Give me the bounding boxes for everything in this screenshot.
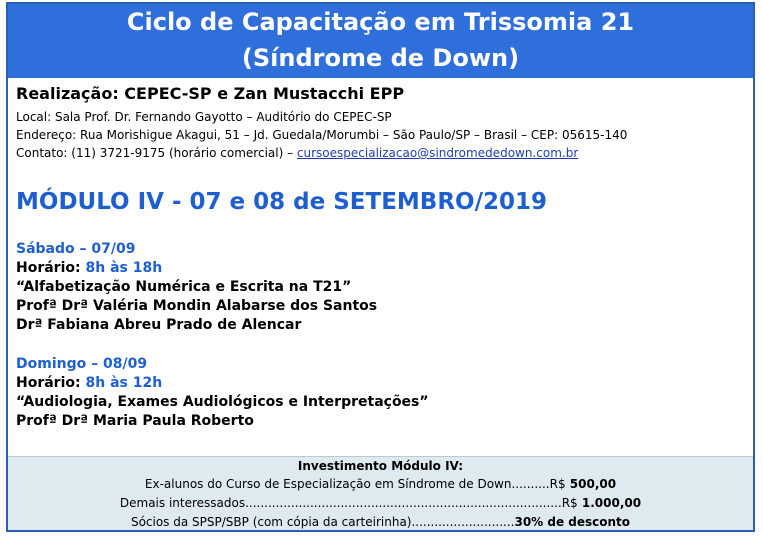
saturday-schedule <box>16 260 162 276</box>
price-row <box>8 496 753 510</box>
flyer <box>6 2 755 532</box>
price-amount: 1.000,00 <box>577 496 642 510</box>
organizer-heading: Realização: CEPEC-SP e Zan Mustacchi EPP <box>16 84 405 103</box>
email-link[interactable]: cursoespecializacao@sindromededown.com.br <box>296 146 579 160</box>
contact-line <box>16 146 578 160</box>
saturday-topic: “Alfabetização Numérica e Escrita na T21” <box>16 279 352 295</box>
investment-box <box>8 456 753 530</box>
page-subtitle: (Síndrome de Down) <box>241 44 520 72</box>
saturday-speaker-1: Profª Drª Valéria Mondin Alabarse dos Santos <box>16 298 378 314</box>
saturday-speaker-2: Drª Fabiana Abreu Prado de Alencar <box>16 317 302 333</box>
page-title: Ciclo de Capacitação em Trissomia 21 <box>126 8 635 36</box>
address-line: Endereço: Rua Morishigue Akagui, 51 – Jd. Guedala/Morumbi – São Paulo/SP – Brasil – CEP: 05615-140 <box>16 128 628 142</box>
sunday-topic: “Audiologia, Exames Audiológicos e Interpretações” <box>16 394 429 410</box>
schedule-label: Horário: <box>16 375 86 391</box>
investment-title: Investimento Módulo IV: <box>297 459 464 473</box>
location-line: Local: Sala Prof. Dr. Fernando Gayotto – Auditório do CEPEC-SP <box>16 110 392 124</box>
price-label: Demais interessados...................................................................................R$ <box>119 496 578 510</box>
price-amount: 30% de desconto <box>514 515 631 529</box>
contact-text: Contato: (11) 3721-9175 (horário comercial) – <box>16 146 297 160</box>
sunday-speaker-1: Profª Drª Maria Paula Roberto <box>16 413 254 429</box>
price-label: Ex-alunos do Curso de Especialização em Síndrome de Down..........R$ <box>144 477 566 491</box>
price-row <box>8 515 753 529</box>
price-label: Sócios da SPSP/SBP (com cópia da carteirinha)........................... <box>130 515 515 529</box>
schedule-value: 8h às 18h <box>85 260 163 276</box>
day-sunday-label: Domingo – 08/09 <box>16 356 148 372</box>
module-title: MÓDULO IV - 07 e 08 de SETEMBRO/2019 <box>16 189 547 215</box>
price-row <box>8 477 753 491</box>
schedule-label: Horário: <box>16 260 86 276</box>
sunday-schedule <box>16 375 162 391</box>
schedule-value: 8h às 12h <box>85 375 163 391</box>
day-saturday-label: Sábado – 07/09 <box>16 241 136 257</box>
price-amount: 500,00 <box>565 477 617 491</box>
title-banner <box>8 4 753 78</box>
